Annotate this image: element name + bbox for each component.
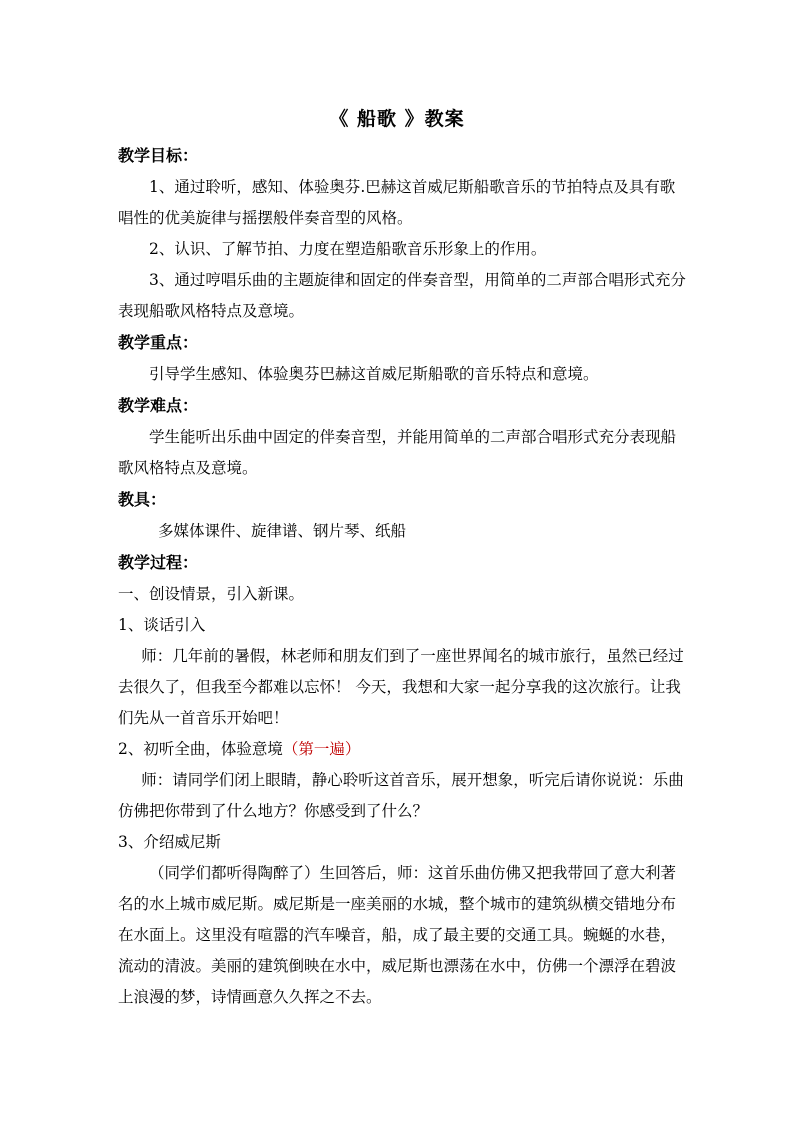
goals-heading: 教学目标： [118,146,199,165]
goal-item-2: 2、认识、了解节拍、力度在塑造船歌音乐形象上的作用。 [149,240,547,258]
step-1-text: 师：几年前的暑假，林老师和朋友们到了一座世界闻名的城市旅行，虽然已经过去很久了，但我至今都难以忘怀！ 今天，我想和大家一起分享我的这次旅行。让我们先从一首音乐开始吧！ [118,647,684,727]
step-2-note: （第一遍） [282,740,361,758]
document-title: 《 船歌 》教案 [329,108,465,130]
document-body [118,140,688,1013]
difficulties-heading: 教学难点： [118,396,199,415]
step-3-text: （同学们都听得陶醉了）生回答后，师：这首乐曲仿佛又把我带回了意大利著名的水上城市威尼斯。威尼斯是一座美丽的水城，整个城市的建筑纵横交错地分布在水面上。这里没有喧嚣的汽车噪音，船，成了最主要的交通工具。蜿蜒的水巷，流动的清波。美丽的建筑倒映在水中，威尼斯也漂荡在水中，仿佛一个漂浮在碧波上浪漫的梦，诗情画意久久挥之不去。 [118,864,677,1006]
goal-item-3: 3、通过哼唱乐曲的主题旋律和固定的伴奏音型，用简单的二声部合唱形式充分表现船歌风格特点及意境。 [118,271,686,320]
process-heading: 教学过程： [118,553,199,572]
step-2-text: 师：请同学们闭上眼睛，静心聆听这首音乐，展开想象，听完后请你说说：乐曲仿佛把你带到了什么地方？你感受到了什么？ [118,771,684,820]
difficulties-text: 学生能听出乐曲中固定的伴奏音型，并能用简单的二声部合唱形式充分表现船歌风格特点及意境。 [118,428,677,477]
tools-text: 多媒体课件、旋律谱、钢片琴、纸船 [158,522,407,540]
goal-item-1: 1、通过聆听，感知、体验奥芬.巴赫这首威尼斯船歌音乐的节拍特点及具有歌唱性的优美旋律与摇摆般伴奏音型的风格。 [118,178,676,227]
key-points-text: 引导学生感知、体验奥芬巴赫这首威尼斯船歌的音乐特点和意境。 [149,365,599,383]
step-2-title-line [118,734,688,765]
key-points-heading: 教学重点： [118,333,199,352]
process-part-1: 一、创设情景，引入新课。 [118,585,305,603]
step-1-title: 1、谈话引入 [118,616,206,634]
tools-heading: 教具： [118,490,167,509]
step-3-title: 3、介绍威尼斯 [118,833,221,851]
step-2-title: 2、初听全曲，体验意境 [118,740,283,758]
